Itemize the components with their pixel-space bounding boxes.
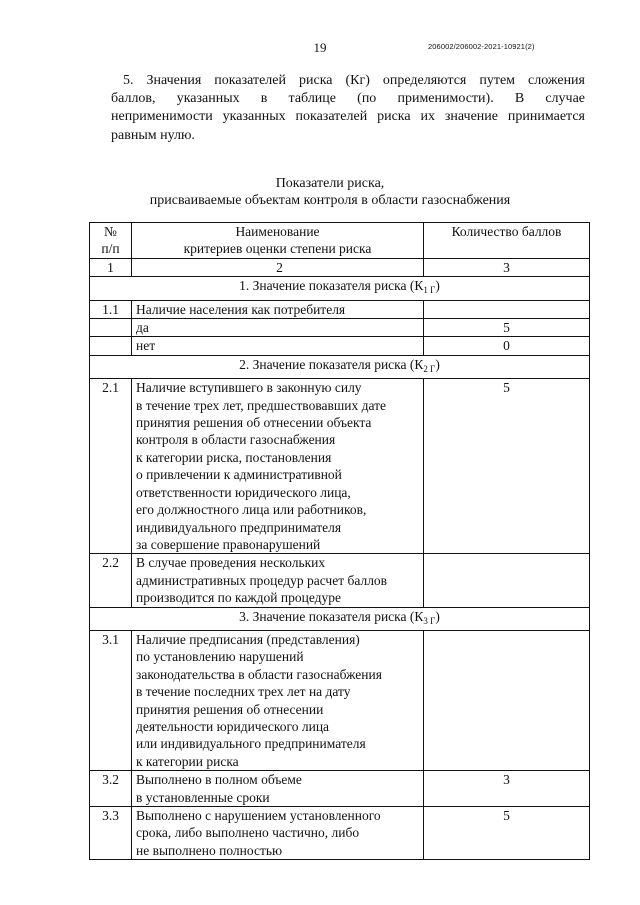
table-row — [90, 554, 590, 607]
header-number-line: № — [104, 224, 117, 239]
row-criteria: нет — [132, 337, 424, 355]
intro-paragraph — [111, 72, 585, 145]
criteria-line: деятельности юридического лица — [136, 718, 330, 734]
row-score: 5 — [424, 379, 590, 554]
criteria-line: о привлечении к административной — [136, 467, 342, 483]
row-number: 3.2 — [90, 771, 132, 807]
criteria-line: за совершение правонарушений — [136, 536, 321, 552]
column-numbers-row — [90, 258, 590, 276]
row-number — [90, 337, 132, 355]
criteria-line: принятия решения об отнесении — [136, 701, 324, 717]
section-close: ) — [435, 356, 440, 372]
section-row — [90, 277, 590, 300]
row-score — [424, 630, 590, 770]
row-score: 3 — [424, 771, 590, 807]
row-number: 2.1 — [90, 379, 132, 554]
header-criteria-line: Наименование — [235, 224, 320, 239]
row-number: 2.2 — [90, 554, 132, 607]
criteria-line: ответственности юридического лица, — [136, 484, 351, 500]
column-number: 3 — [424, 258, 590, 276]
criteria-line: принятия решения об отнесении объекта — [136, 415, 372, 431]
criteria-line: в течение последних трех лет на дату — [136, 684, 351, 700]
row-criteria — [132, 379, 424, 554]
column-number: 1 — [90, 258, 132, 276]
intro-line: 5. Значения показателей риска (Кг) определяются путем сложения — [123, 73, 585, 88]
row-criteria — [132, 630, 424, 770]
section-title — [90, 355, 590, 378]
section-title-text: 3. Значение показателя риска (К — [239, 608, 424, 624]
criteria-line: или индивидуального предпринимателя — [136, 736, 366, 752]
criteria-line: срока, либо выполнено частично, либо — [136, 825, 360, 841]
header-number-line: п/п — [101, 241, 120, 257]
table-row — [90, 807, 590, 860]
table-row — [90, 379, 590, 554]
row-score: 5 — [424, 319, 590, 337]
table-row — [90, 630, 590, 770]
criteria-line: производится по каждой процедуре — [136, 590, 342, 606]
table-title-line2: присваиваемые объектам контроля в области газоснабжения — [149, 193, 511, 208]
column-number: 2 — [132, 258, 424, 276]
table-row — [90, 771, 590, 807]
criteria-line: законодательства в области газоснабжения — [136, 666, 382, 682]
table-title-line1: Показатели риска, — [275, 176, 385, 191]
intro-line: равным нулю. — [111, 127, 195, 143]
criteria-line: контроля в области газоснабжения — [136, 432, 336, 448]
section-title-text: 2. Значение показателя риска (К — [239, 356, 424, 372]
section-close: ) — [435, 608, 440, 624]
criteria-line: в установленные сроки — [136, 789, 270, 805]
header-score: Количество баллов — [424, 223, 590, 259]
table-row — [90, 300, 590, 318]
row-criteria: да — [132, 319, 424, 337]
row-criteria: Наличие населения как потребителя — [132, 300, 424, 318]
table-row — [90, 337, 590, 355]
header-criteria-line: критериев оценки степени риска — [183, 241, 372, 257]
criteria-line: В случае проведения нескольких — [136, 555, 326, 571]
section-close: ) — [435, 278, 440, 294]
section-subscript: 3 Г — [423, 615, 436, 626]
criteria-line: административных процедур расчет баллов — [136, 572, 388, 588]
row-number: 3.1 — [90, 630, 132, 770]
criteria-line: Выполнено в полном объеме — [136, 772, 302, 788]
row-score — [424, 554, 590, 607]
criteria-line: не выполнено полностью — [136, 842, 283, 858]
row-score: 0 — [424, 337, 590, 355]
criteria-line: к категории риска, постановления — [136, 449, 332, 465]
document-code: 206002/206002-2021-10921(2) — [428, 42, 535, 51]
criteria-line: к категории риска — [136, 753, 239, 769]
section-row — [90, 355, 590, 378]
page-number: 19 — [313, 40, 327, 55]
row-criteria — [132, 554, 424, 607]
row-score: 5 — [424, 807, 590, 860]
criteria-line: по установлению нарушений — [136, 649, 304, 665]
row-number: 3.3 — [90, 807, 132, 860]
header-criteria — [132, 223, 424, 259]
row-number — [90, 319, 132, 337]
row-number: 1.1 — [90, 300, 132, 318]
criteria-line: индивидуального предпринимателя — [136, 519, 342, 535]
section-row — [90, 607, 590, 630]
criteria-line: Выполнено с нарушением установленного — [136, 808, 381, 823]
criteria-line: Наличие вступившего в законную силу — [136, 380, 362, 396]
table-row — [90, 319, 590, 337]
section-subscript: 1 Г — [423, 285, 436, 296]
table-header-row — [90, 223, 590, 259]
section-title — [90, 607, 590, 630]
section-title — [90, 277, 590, 300]
criteria-line: в течение трех лет, предшествовавших дате — [136, 397, 387, 413]
intro-line: баллов, указанных в таблице (по применимости). В случае — [111, 91, 585, 107]
header-number — [90, 223, 132, 259]
row-score — [424, 300, 590, 318]
section-title-text: 1. Значение показателя риска (К — [239, 278, 424, 294]
row-criteria — [132, 807, 424, 860]
section-subscript: 2 Г — [423, 363, 436, 374]
criteria-line: его должностного лица или работников, — [136, 502, 367, 518]
risk-table — [89, 222, 590, 860]
row-criteria — [132, 771, 424, 807]
intro-line: неприменимости указанных показателей риска их значение принимается — [111, 109, 585, 125]
criteria-line: Наличие предписания (представления) — [136, 631, 360, 647]
